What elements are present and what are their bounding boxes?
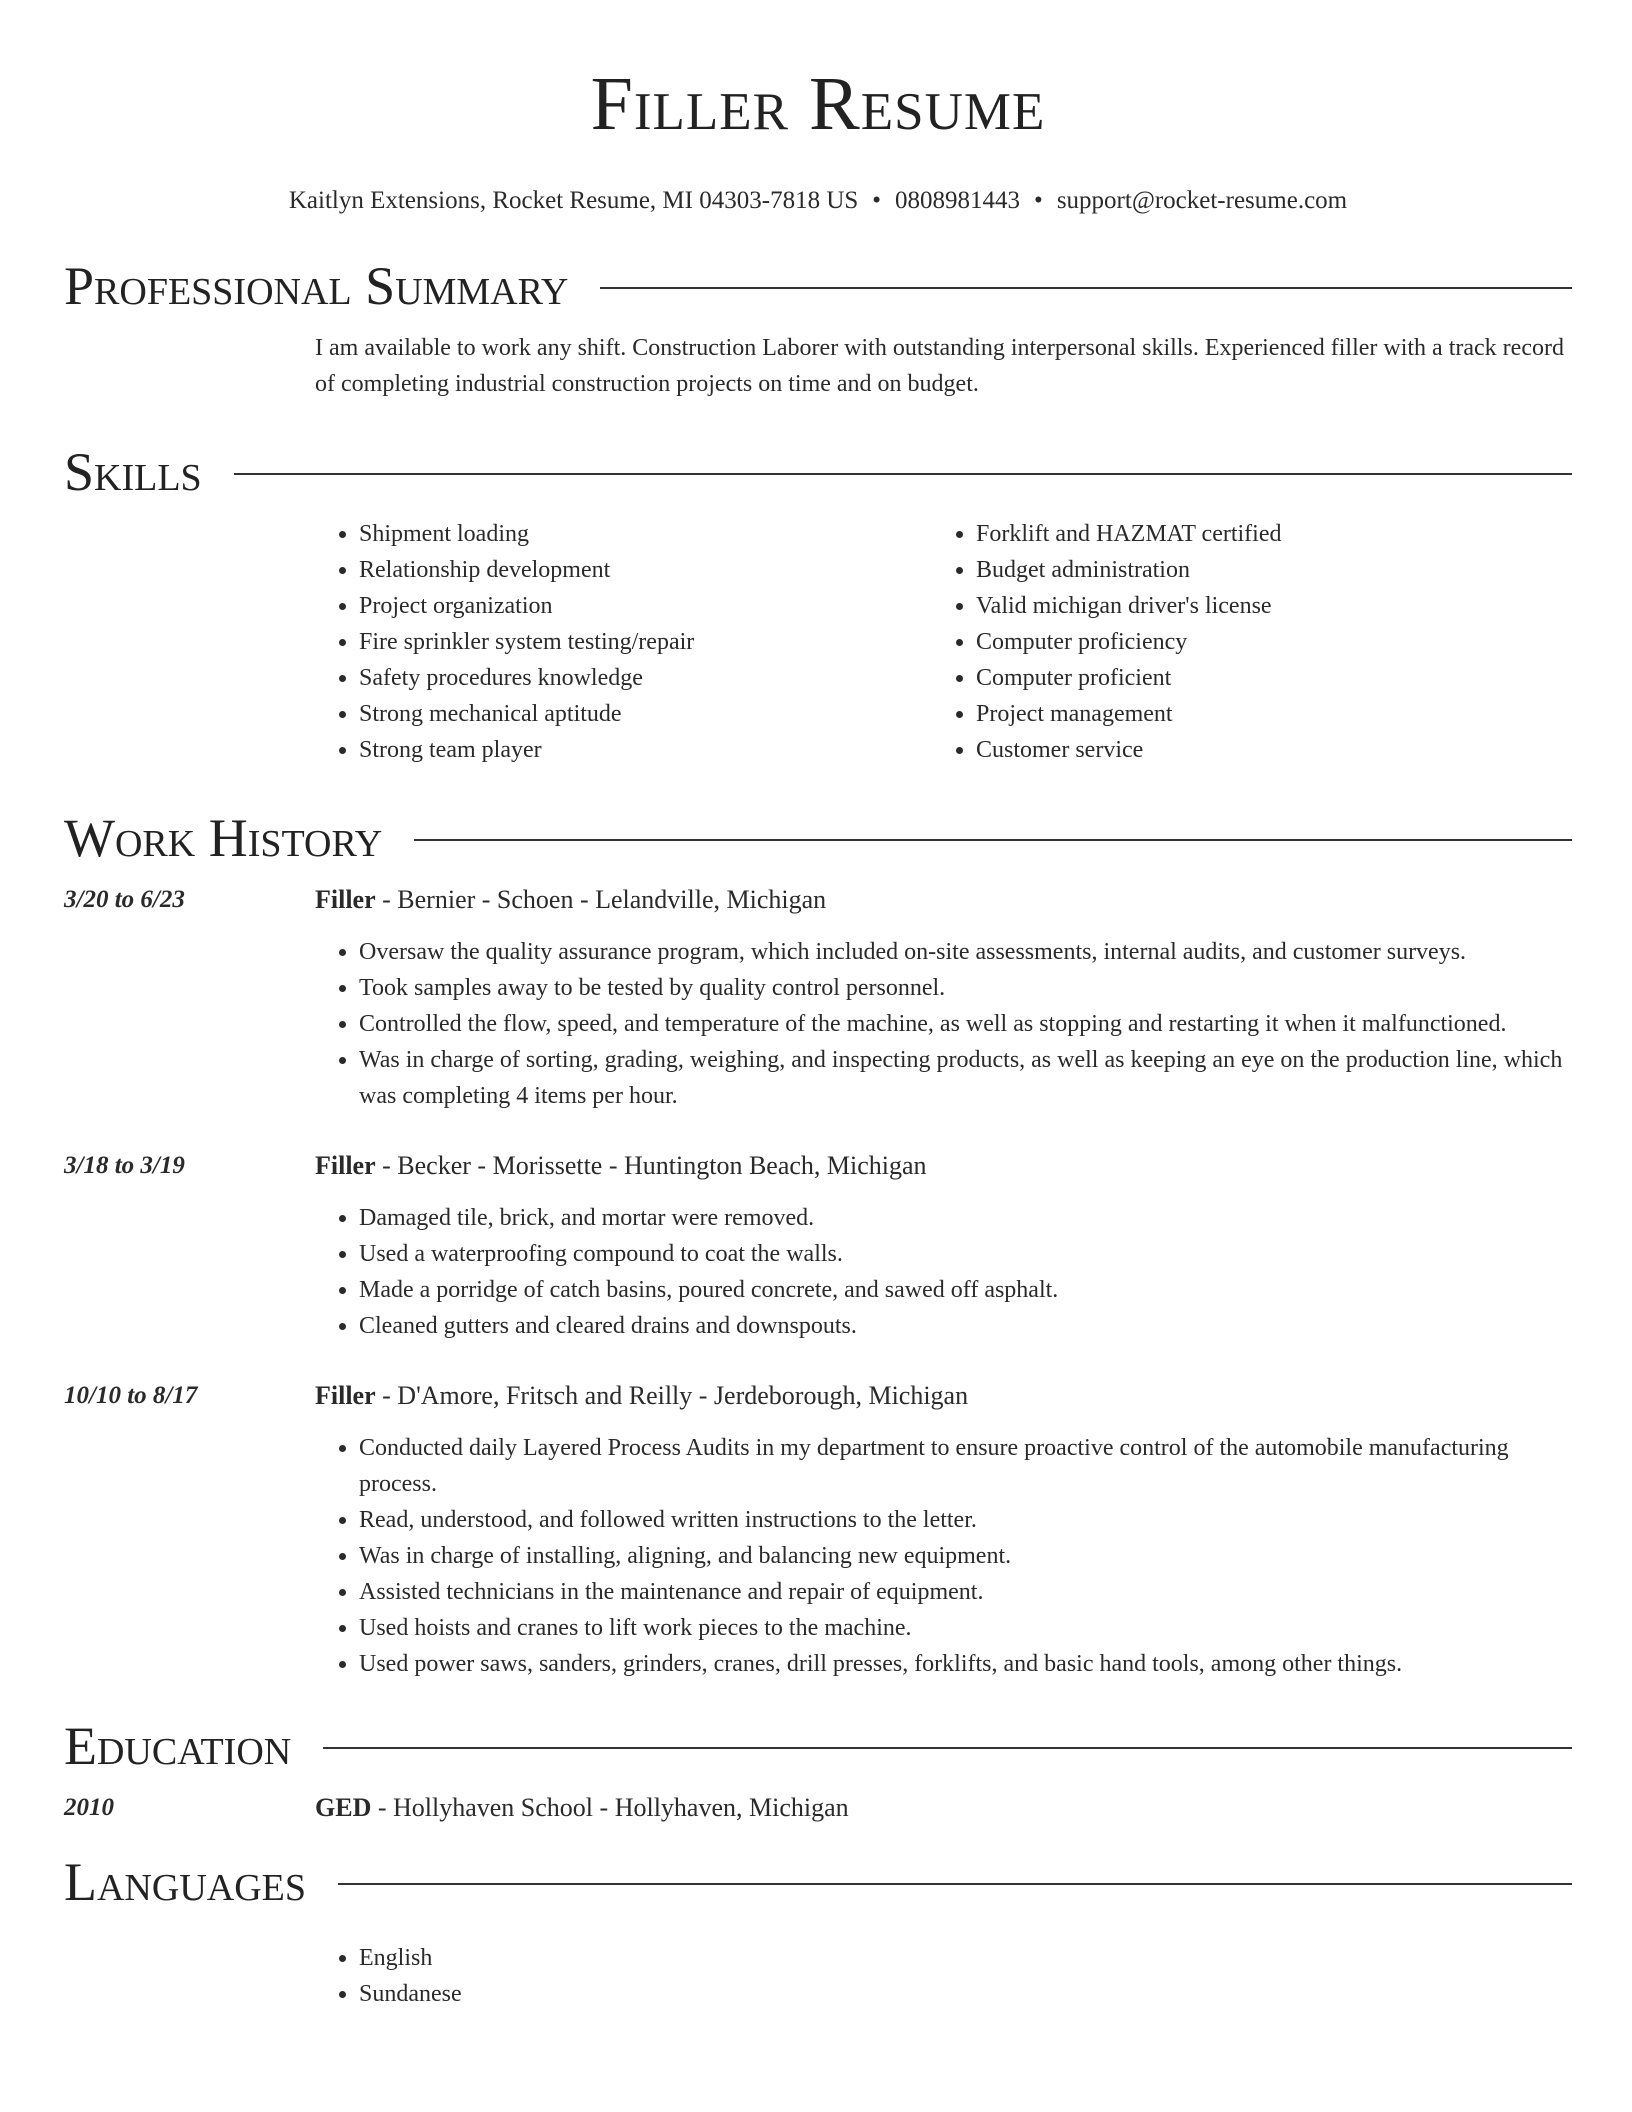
contact-email: support@rocket-resume.com [1056,187,1348,214]
education-date: 2010 [64,1794,114,1821]
contact-phone: 0808981443 [895,187,1021,214]
skill-item: • Forklift and HAZMAT certified [976,516,1549,552]
contact-line [64,186,1572,216]
job-bullet: • Used hoists and cranes to lift work pieces to the machine. [359,1610,1572,1646]
skill-item: • Shipment loading [359,516,932,552]
job-bullet: • Controlled the flow, speed, and temperature of the machine, as well as stopping and restarting it when it malfunctioned. [359,1006,1572,1042]
education-school: - Hollyhaven School - Hollyhaven, Michigan [371,1793,849,1822]
languages-list [315,1940,1572,2012]
education-degree: GED [315,1793,372,1822]
skill-item: • Relationship development [359,552,932,588]
job-bullet: • Made a porridge of catch basins, poured concrete, and sawed off asphalt. [359,1272,1572,1308]
job-entry [64,882,1572,1128]
job-title-line [315,882,1572,918]
job-date: 10/10 to 8/17 [64,1382,198,1409]
job-bullet: • Read, understood, and followed written instructions to the letter. [359,1502,1572,1538]
education-title-line [315,1790,849,1826]
section-header-education [64,1716,1572,1776]
languages-bullets [315,1940,1572,2012]
section-title-skills: Skills [64,442,202,502]
job-date: 3/18 to 3/19 [64,1152,185,1179]
skill-item: • Valid michigan driver's license [976,588,1549,624]
job-body [315,882,1572,1128]
job-bullets [315,1200,1572,1344]
language-item: • Sundanese [359,1976,1572,2012]
job-title-line [315,1148,1572,1184]
skills-column-right [932,516,1549,768]
job-title: Filler [315,885,376,914]
skill-item: • Computer proficiency [976,624,1549,660]
job-bullets [315,1430,1572,1682]
job-body [315,1148,1572,1358]
skill-item: • Project management [976,696,1549,732]
language-item: • English [359,1940,1572,1976]
skills-list [315,516,1572,768]
skill-item: • Customer service [976,732,1549,768]
section-rule [414,839,1572,841]
job-title: Filler [315,1151,376,1180]
job-title: Filler [315,1381,376,1410]
section-title-languages: Languages [64,1852,306,1912]
section-rule [234,473,1572,475]
contact-separator: • [1034,187,1043,214]
skill-item: • Project organization [359,588,932,624]
job-bullet: • Damaged tile, brick, and mortar were removed. [359,1200,1572,1236]
job-bullets [315,934,1572,1114]
skill-item: • Safety procedures knowledge [359,660,932,696]
summary-text: I am available to work any shift. Construction Laborer with outstanding interpersonal skills. Experienced filler with a track record of completing industrial construction projects on time and on budget. [315,335,1564,397]
skill-item: • Strong team player [359,732,932,768]
education-entry [64,1790,1572,1826]
job-bullet: • Cleaned gutters and cleared drains and downspouts. [359,1308,1572,1344]
job-bullet: • Was in charge of sorting, grading, weighing, and inspecting products, as well as keeping an eye on the production line, which was completing 4 items per hour. [359,1042,1572,1114]
job-employer: - D'Amore, Fritsch and Reilly - Jerdeborough, Michigan [375,1381,969,1410]
section-title-education: Education [64,1716,292,1776]
skill-item: • Budget administration [976,552,1549,588]
section-header-languages [64,1852,1572,1912]
skill-item: • Strong mechanical aptitude [359,696,932,732]
section-rule [323,1747,1572,1749]
job-date: 3/20 to 6/23 [64,886,185,913]
section-title-work: Work History [64,808,383,868]
job-bullet: • Conducted daily Layered Process Audits in my department to ensure proactive control of the automobile manufacturing process. [359,1430,1572,1502]
skills-column-left [315,516,932,768]
job-bullet: • Used power saws, sanders, grinders, cranes, drill presses, forklifts, and basic hand tools, among other things. [359,1646,1572,1682]
job-body [315,1378,1572,1696]
contact-separator: • [872,187,882,214]
job-bullet: • Used a waterproofing compound to coat the walls. [359,1236,1572,1272]
skill-item: • Computer proficient [976,660,1549,696]
resume-name: Filler Resume [590,62,1046,146]
job-employer: - Bernier - Schoen - Lelandville, Michigan [375,885,827,914]
contact-address: Kaitlyn Extensions, Rocket Resume, MI 04303-7818 US [288,187,859,214]
job-employer: - Becker - Morissette - Huntington Beach, Michigan [375,1151,927,1180]
section-rule [600,287,1572,289]
job-entry [64,1148,1572,1358]
job-bullet: • Assisted technicians in the maintenance and repair of equipment. [359,1574,1572,1610]
skill-item: • Fire sprinkler system testing/repair [359,624,932,660]
section-header-summary [64,256,1572,316]
job-title-line [315,1378,1572,1414]
job-bullet: • Was in charge of installing, aligning, and balancing new equipment. [359,1538,1572,1574]
section-header-work [64,808,1572,868]
section-rule [338,1883,1572,1885]
section-title-summary: Professional Summary [64,256,569,316]
job-bullet: • Oversaw the quality assurance program, which included on-site assessments, internal audits, and customer surveys. [359,934,1572,970]
job-entry [64,1378,1572,1696]
section-header-skills [64,442,1572,502]
job-bullet: • Took samples away to be tested by quality control personnel. [359,970,1572,1006]
